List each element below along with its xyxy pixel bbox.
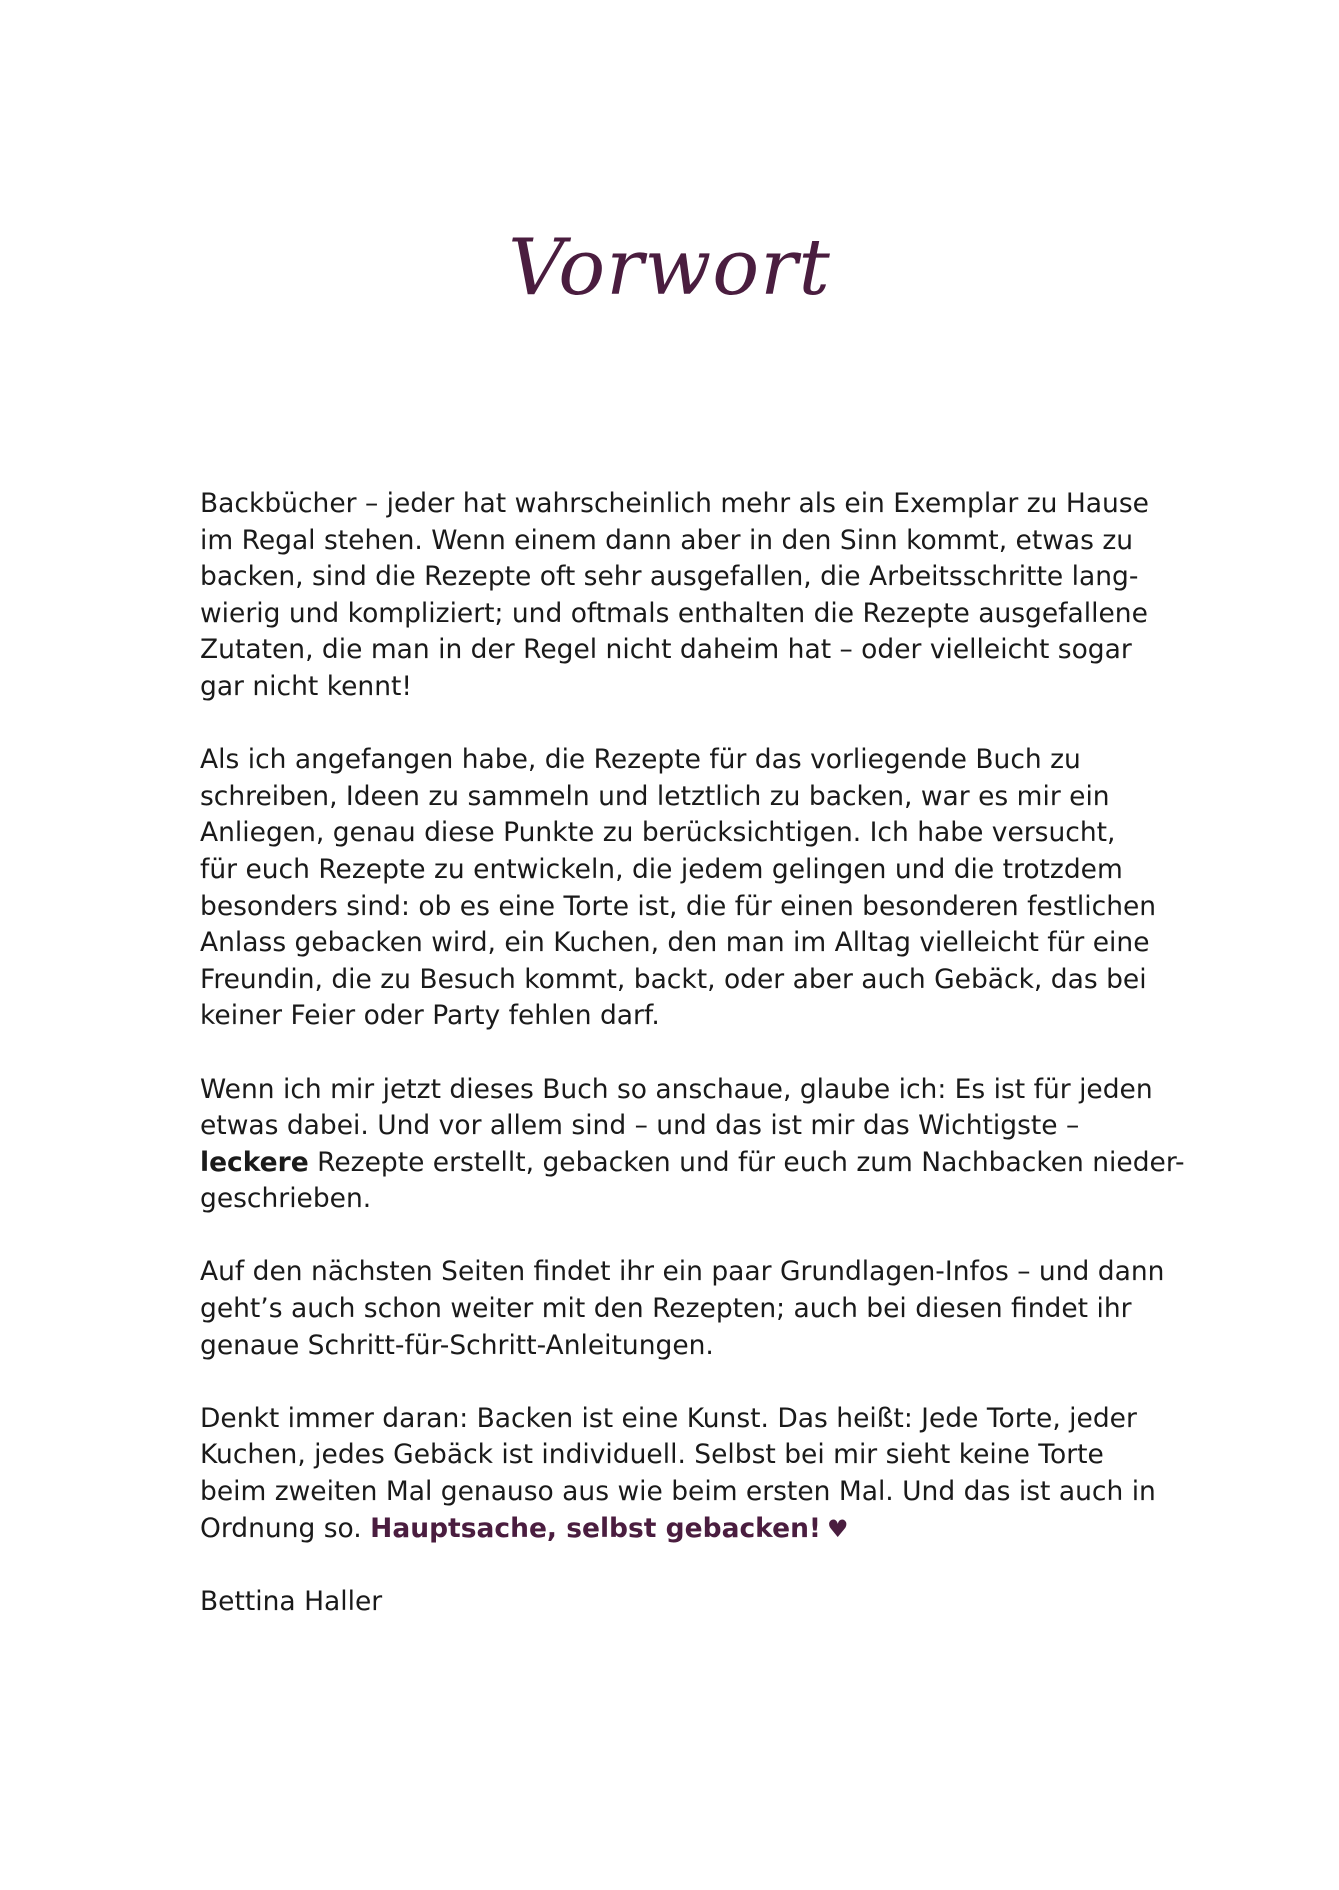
text-line: für euch Rezepte zu entwickeln, die jedem gelingen und die trotzdem: [200, 853, 1123, 885]
text-line: gar nicht kennt!: [200, 670, 413, 702]
text-line: backen, sind die Rezepte oft sehr ausgefallen, die Arbeitsschritte lang-: [200, 561, 1139, 593]
text-line: im Regal stehen. Wenn einem dann aber in den Sinn kommt, etwas zu: [200, 524, 1134, 556]
heart-icon: ♥: [827, 1514, 849, 1543]
author-signature: Bettina Haller: [200, 1585, 383, 1617]
text-line: besonders sind: ob es eine Torte ist, die für einen besonderen festlichen: [200, 890, 1157, 922]
text-line: Als ich angefangen habe, die Rezepte für das vorliegende Buch zu: [200, 744, 1081, 776]
text-line: genaue Schritt-für-Schritt-Anleitungen.: [200, 1329, 714, 1361]
text-line: Zutaten, die man in der Regel nicht daheim hat – oder vielleicht sogar: [200, 634, 1132, 666]
text-line: wierig und kompliziert; und oftmals enthalten die Rezepte ausgefallene: [200, 597, 1148, 629]
text-line: [200, 1511, 1160, 1548]
paragraph-4: [200, 1254, 1165, 1364]
foreword-body: [200, 486, 1185, 1620]
text-line: Wenn ich mir jetzt dieses Buch so anschaue, glaube ich: Es ist für jeden: [200, 1073, 1153, 1105]
paragraph-5: [200, 1401, 1160, 1547]
text-line: Kuchen, jedes Gebäck ist individuell. Selbst bei mir sieht keine Torte: [200, 1439, 1104, 1471]
text-line: Denkt immer daran: Backen ist eine Kunst. Das heißt: Jede Torte, jeder: [200, 1402, 1137, 1434]
paragraph-1: [200, 486, 1160, 706]
text-line: keiner Feier oder Party fehlen darf.: [200, 1000, 660, 1032]
page-title: Vorwort: [508, 223, 831, 313]
text-line: geschrieben.: [200, 1183, 372, 1215]
text-line: schreiben, Ideen zu sammeln und letztlich zu backen, war es mir ein: [200, 780, 1110, 812]
text-line: Anlass gebacken wird, ein Kuchen, den man im Alltag vielleicht für eine: [200, 927, 1150, 959]
emphasis-leckere: leckere: [200, 1146, 309, 1178]
text-line: beim zweiten Mal genauso aus wie beim ersten Mal. Und das ist auch in: [200, 1476, 1156, 1508]
text-line: Anliegen, genau diese Punkte zu berücksichtigen. Ich habe versucht,: [200, 817, 1116, 849]
text-line: etwas dabei. Und vor allem sind – und das ist mir das Wichtigste –: [200, 1110, 1080, 1142]
text-line: geht’s auch schon weiter mit den Rezepten; auch bei diesen findet ihr: [200, 1293, 1132, 1325]
text-segment: Ordnung so.: [200, 1512, 371, 1544]
text-segment: Rezepte erstellt, gebacken und für euch zum Nachbacken nieder-: [308, 1146, 1185, 1178]
paragraph-2: [200, 742, 1160, 1035]
paragraph-3: [200, 1072, 1185, 1218]
text-line: [200, 1145, 1185, 1182]
highlight-closing: Hauptsache, selbst gebacken!: [370, 1512, 822, 1544]
text-line: Auf den nächsten Seiten findet ihr ein paar Grundlagen-Infos – und dann: [200, 1256, 1165, 1288]
text-line: Freundin, die zu Besuch kommt, backt, oder aber auch Gebäck, das bei: [200, 963, 1147, 995]
text-line: Backbücher – jeder hat wahrscheinlich mehr als ein Exemplar zu Hause: [200, 488, 1149, 519]
